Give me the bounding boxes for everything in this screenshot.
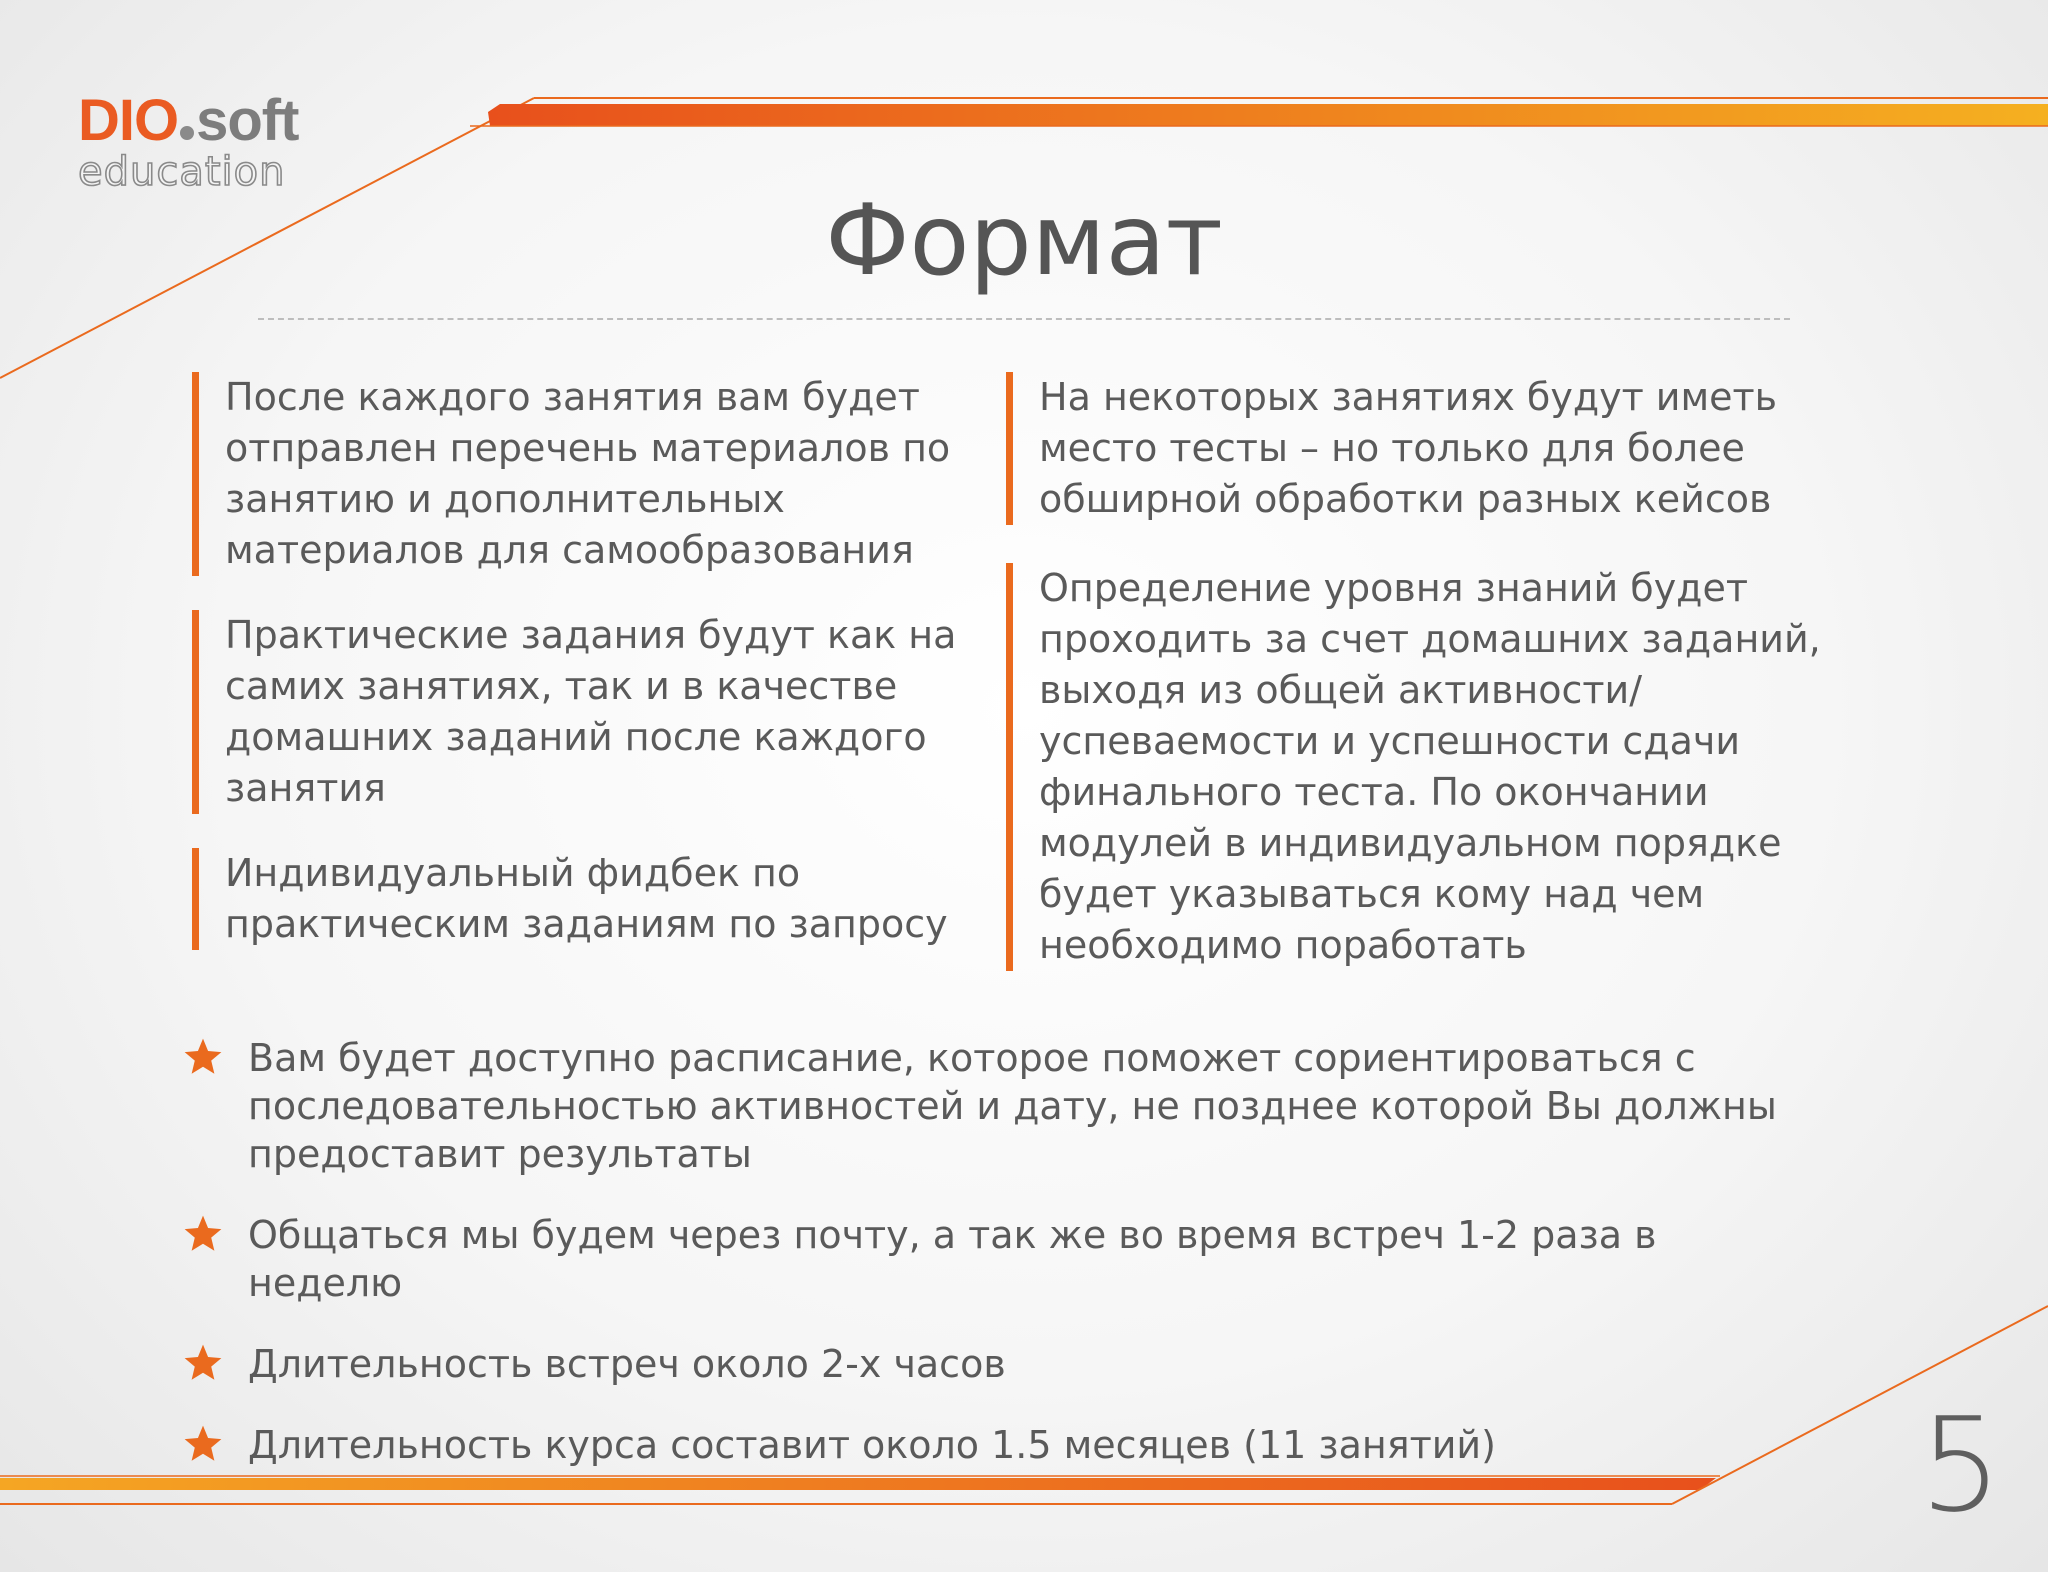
left-paragraph-2: Практические задания будут как на самих занятиях, так и в качестве домашних заданий после каждого занятия <box>192 610 972 814</box>
bullet-text-1: Вам будет доступно расписание, которое поможет сориентироваться с последовательностью активностей и дату, не позднее которой Вы должны предоставит результаты <box>248 1036 1777 1176</box>
logo-brand-suffix: soft <box>196 88 299 153</box>
page-number: 5 <box>1919 1389 2002 1541</box>
logo-wordmark <box>78 88 318 153</box>
star-icon <box>182 1036 224 1078</box>
logo-subtitle: education <box>78 149 286 195</box>
star-icon <box>182 1213 224 1255</box>
left-paragraph-1: После каждого занятия вам будет отправлен перечень материалов по занятию и дополнительных материалов для самообразования <box>192 372 972 576</box>
star-icon <box>182 1423 224 1465</box>
title-divider <box>258 318 1790 320</box>
right-paragraph-2: Определение уровня знаний будет проходить за счет домашних заданий, выходя из общей активности/ успеваемости и успешности сдачи финального теста. По окончании модулей в индивидуальном порядке будет указываться кому над чем необходимо поработать <box>1006 563 1886 971</box>
slide-title: Формат <box>825 184 1223 298</box>
list-item <box>182 1211 1822 1307</box>
logo-brand: DIO <box>78 88 179 153</box>
right-paragraph-1: На некоторых занятиях будут иметь место тесты – но только для более обширной обработки разных кейсов <box>1006 372 1886 525</box>
left-column <box>192 372 972 984</box>
left-paragraph-3: Индивидуальный фидбек по практическим заданиям по запросу <box>192 848 972 950</box>
logo-dot <box>180 126 194 140</box>
right-column <box>1006 372 1886 1009</box>
bullet-text-4: Длительность курса составит около 1.5 месяцев (11 занятий) <box>248 1423 1496 1467</box>
list-item <box>182 1421 1822 1469</box>
bullet-text-3: Длительность встреч около 2-х часов <box>248 1342 1006 1386</box>
bullet-text-2: Общаться мы будем через почту, а так же во время встреч 1-2 раза в неделю <box>248 1213 1657 1305</box>
diosoft-logo <box>78 88 318 195</box>
bullet-list <box>182 1034 1822 1502</box>
list-item <box>182 1340 1822 1388</box>
list-item <box>182 1034 1822 1178</box>
star-icon <box>182 1342 224 1384</box>
